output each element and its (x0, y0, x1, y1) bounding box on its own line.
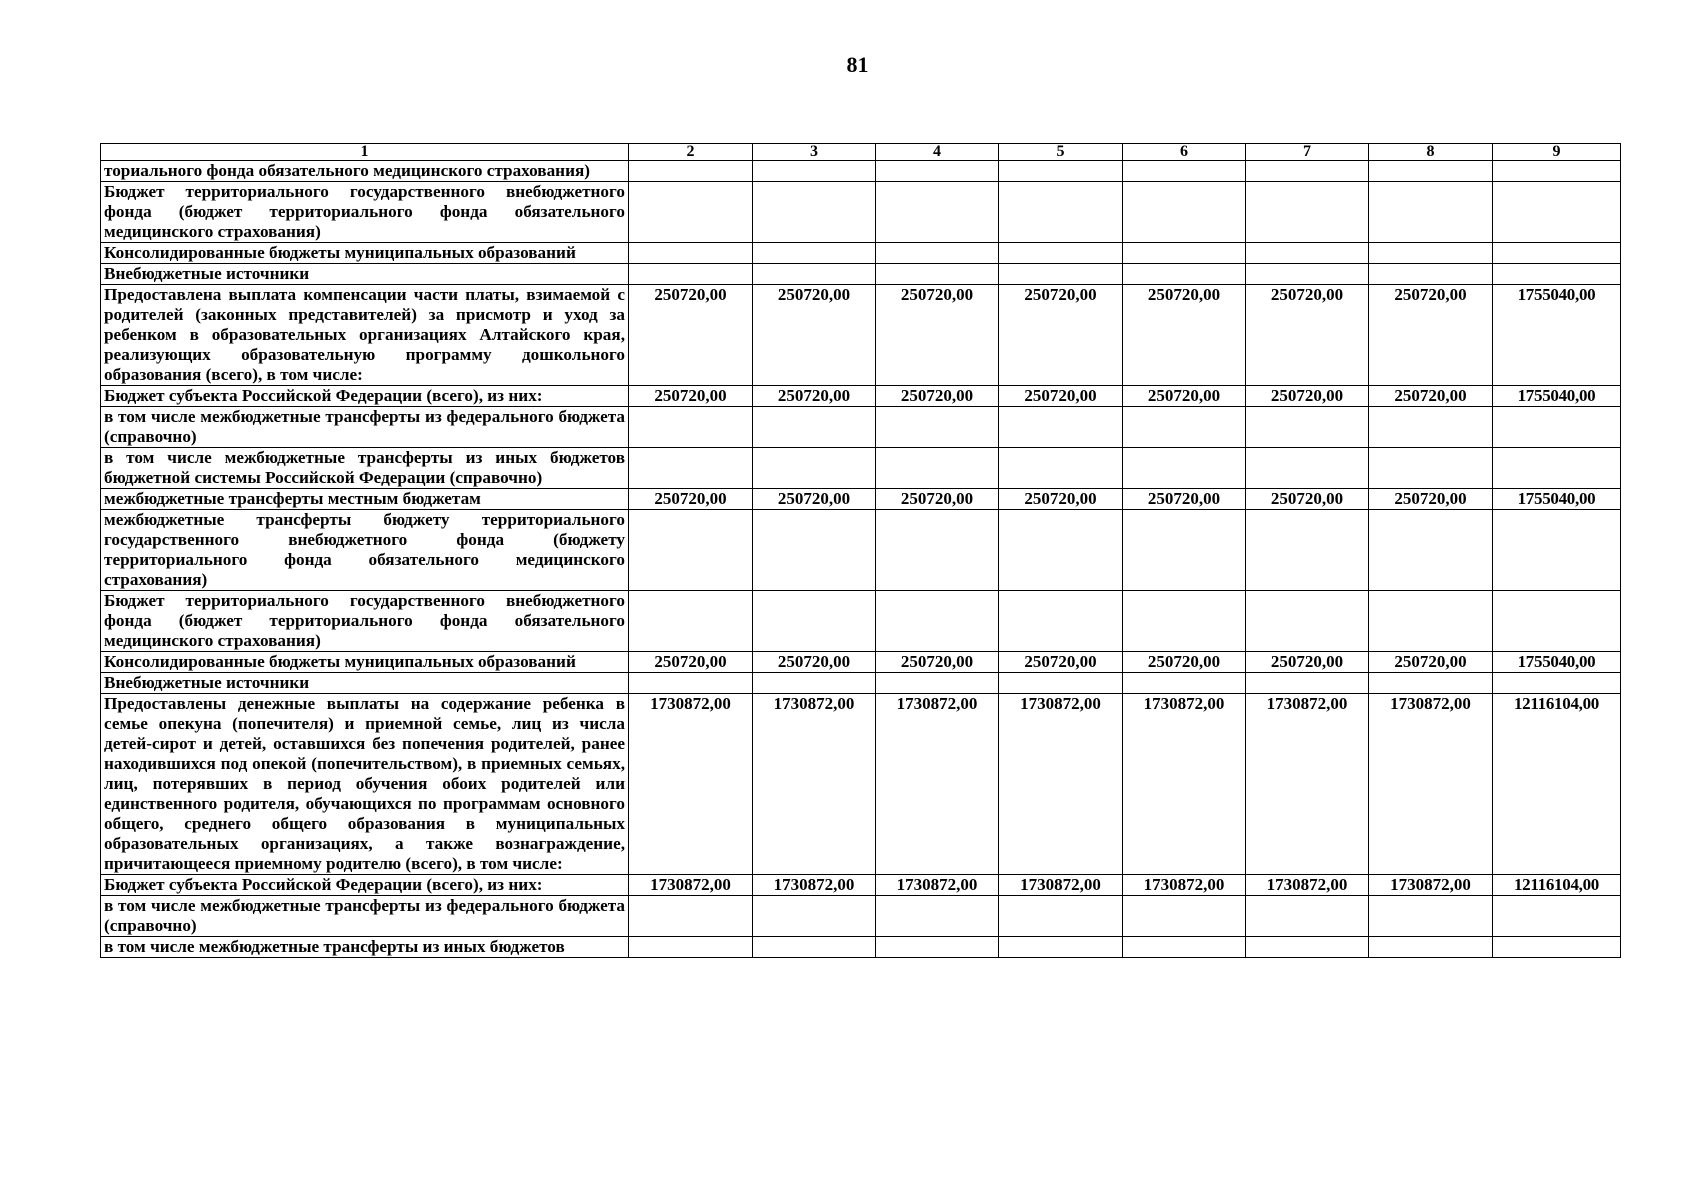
row-description: в том числе межбюджетные трансферты из федерального бюджета (справочно) (101, 407, 629, 448)
value-cell (1493, 448, 1621, 489)
value-cell: 1730872,00 (876, 694, 999, 875)
value-cell (1123, 161, 1246, 182)
value-cell (1246, 243, 1369, 264)
table-row (101, 448, 1621, 489)
value-cell (1123, 673, 1246, 694)
value-cell: 1755040,00 (1493, 285, 1621, 386)
value-cell (629, 161, 753, 182)
value-cell (1369, 161, 1493, 182)
value-cell: 1755040,00 (1493, 652, 1621, 673)
column-header: 5 (999, 144, 1123, 161)
value-cell (1246, 896, 1369, 937)
value-cell (1369, 407, 1493, 448)
value-cell: 250720,00 (1369, 285, 1493, 386)
table-row (101, 937, 1621, 958)
value-cell (876, 510, 999, 591)
value-cell (999, 896, 1123, 937)
value-cell: 250720,00 (1369, 386, 1493, 407)
value-cell: 1730872,00 (999, 694, 1123, 875)
value-cell: 250720,00 (753, 285, 876, 386)
value-cell: 250720,00 (1123, 489, 1246, 510)
value-cell: 250720,00 (629, 285, 753, 386)
value-cell (1493, 896, 1621, 937)
value-cell (629, 182, 753, 243)
value-cell (876, 673, 999, 694)
value-cell: 250720,00 (629, 652, 753, 673)
value-cell (1493, 264, 1621, 285)
table-row (101, 161, 1621, 182)
value-cell (753, 591, 876, 652)
value-cell: 1730872,00 (1123, 694, 1246, 875)
value-cell (629, 264, 753, 285)
value-cell (1369, 264, 1493, 285)
table-row (101, 407, 1621, 448)
value-cell: 250720,00 (876, 652, 999, 673)
value-cell (753, 896, 876, 937)
value-cell: 250720,00 (876, 386, 999, 407)
value-cell (1369, 510, 1493, 591)
row-description: Консолидированные бюджеты муниципальных образований (101, 243, 629, 264)
value-cell (629, 673, 753, 694)
table-row (101, 285, 1621, 386)
value-cell: 1755040,00 (1493, 386, 1621, 407)
table-row (101, 652, 1621, 673)
value-cell (1493, 937, 1621, 958)
table-row (101, 875, 1621, 896)
value-cell: 250720,00 (1246, 652, 1369, 673)
value-cell (629, 937, 753, 958)
value-cell (999, 673, 1123, 694)
value-cell (1493, 673, 1621, 694)
value-cell (1123, 243, 1246, 264)
column-header: 6 (1123, 144, 1246, 161)
value-cell: 1730872,00 (629, 694, 753, 875)
value-cell (876, 407, 999, 448)
value-cell (1246, 264, 1369, 285)
value-cell (999, 407, 1123, 448)
value-cell: 250720,00 (753, 386, 876, 407)
value-cell: 250720,00 (1246, 386, 1369, 407)
row-description: в том числе межбюджетные трансферты из иных бюджетов бюджетной системы Российской Федерации (справочно) (101, 448, 629, 489)
table-row (101, 182, 1621, 243)
table-row (101, 591, 1621, 652)
value-cell (1493, 243, 1621, 264)
table-row (101, 673, 1621, 694)
table-row (101, 264, 1621, 285)
column-header: 9 (1493, 144, 1621, 161)
value-cell (1123, 182, 1246, 243)
row-description: межбюджетные трансферты местным бюджетам (101, 489, 629, 510)
column-header: 7 (1246, 144, 1369, 161)
value-cell: 1730872,00 (1369, 694, 1493, 875)
value-cell: 1730872,00 (999, 875, 1123, 896)
value-cell (876, 896, 999, 937)
value-cell: 1755040,00 (1493, 489, 1621, 510)
value-cell (1369, 937, 1493, 958)
value-cell (1369, 448, 1493, 489)
row-description: в том числе межбюджетные трансферты из федерального бюджета (справочно) (101, 896, 629, 937)
value-cell (876, 182, 999, 243)
value-cell (1493, 182, 1621, 243)
value-cell (753, 937, 876, 958)
header-row (101, 144, 1621, 161)
value-cell: 250720,00 (629, 489, 753, 510)
value-cell (876, 161, 999, 182)
value-cell (1123, 407, 1246, 448)
value-cell (1246, 407, 1369, 448)
column-header: 4 (876, 144, 999, 161)
value-cell (1123, 896, 1246, 937)
value-cell (1123, 448, 1246, 489)
column-header: 3 (753, 144, 876, 161)
value-cell: 1730872,00 (1369, 875, 1493, 896)
value-cell (629, 243, 753, 264)
row-description: Предоставлены денежные выплаты на содержание ребенка в семье опекуна (попечителя) и приемной семье, лиц из числа детей-сирот и детей, оставшихся без попечения родителей, ранее находившихся под опекой (попечительством), в приемных семьях, лиц, потерявших в период обучения обоих родителей или единственного родителя, обучающихся по программам основного общего, среднего общего образования в муниципальных образовательных организациях, а также вознаграждение, причитающееся приемному родителю (всего), в том числе: (101, 694, 629, 875)
column-header: 1 (101, 144, 629, 161)
value-cell: 12116104,00 (1493, 875, 1621, 896)
value-cell (1369, 182, 1493, 243)
table-row (101, 489, 1621, 510)
value-cell (1246, 510, 1369, 591)
value-cell (1246, 161, 1369, 182)
value-cell: 1730872,00 (753, 875, 876, 896)
value-cell (1123, 264, 1246, 285)
row-description: ториального фонда обязательного медицинского страхования) (101, 161, 629, 182)
column-header: 8 (1369, 144, 1493, 161)
value-cell (1246, 182, 1369, 243)
row-description: Бюджет территориального государственного внебюджетного фонда (бюджет территориального фонда обязательного медицинского страхования) (101, 591, 629, 652)
row-description: Предоставлена выплата компенсации части платы, взимаемой с родителей (законных представителей) за присмотр и уход за ребенком в образовательных организациях Алтайского края, реализующих образовательную программу дошкольного образования (всего), в том числе: (101, 285, 629, 386)
row-description: межбюджетные трансферты бюджету территориального государственного внебюджетного фонда (бюджету территориального фонда обязательного медицинского страхования) (101, 510, 629, 591)
value-cell (629, 591, 753, 652)
value-cell: 250720,00 (999, 652, 1123, 673)
value-cell: 250720,00 (999, 386, 1123, 407)
value-cell (753, 243, 876, 264)
value-cell (753, 407, 876, 448)
value-cell: 250720,00 (629, 386, 753, 407)
value-cell (999, 448, 1123, 489)
value-cell: 1730872,00 (1123, 875, 1246, 896)
value-cell: 250720,00 (876, 489, 999, 510)
value-cell: 250720,00 (753, 489, 876, 510)
value-cell: 1730872,00 (1246, 694, 1369, 875)
value-cell (1493, 161, 1621, 182)
table-row (101, 243, 1621, 264)
value-cell (629, 510, 753, 591)
value-cell: 1730872,00 (753, 694, 876, 875)
value-cell: 250720,00 (1369, 652, 1493, 673)
value-cell (753, 448, 876, 489)
row-description: Внебюджетные источники (101, 673, 629, 694)
value-cell (1123, 510, 1246, 591)
value-cell: 1730872,00 (1246, 875, 1369, 896)
value-cell (999, 243, 1123, 264)
value-cell (629, 448, 753, 489)
value-cell (876, 591, 999, 652)
row-description: Внебюджетные источники (101, 264, 629, 285)
table-row (101, 510, 1621, 591)
value-cell: 250720,00 (999, 285, 1123, 386)
row-description: Бюджет субъекта Российской Федерации (всего), из них: (101, 386, 629, 407)
row-description: Бюджет субъекта Российской Федерации (всего), из них: (101, 875, 629, 896)
row-description: в том числе межбюджетные трансферты из иных бюджетов (101, 937, 629, 958)
value-cell (1493, 591, 1621, 652)
value-cell (753, 161, 876, 182)
value-cell (1369, 243, 1493, 264)
value-cell (1123, 937, 1246, 958)
value-cell (876, 937, 999, 958)
value-cell (1246, 448, 1369, 489)
value-cell (876, 243, 999, 264)
value-cell (1493, 407, 1621, 448)
value-cell: 250720,00 (876, 285, 999, 386)
value-cell (753, 264, 876, 285)
value-cell (1369, 896, 1493, 937)
value-cell (629, 896, 753, 937)
value-cell (999, 264, 1123, 285)
page-number: 81 (846, 52, 869, 77)
value-cell (1246, 673, 1369, 694)
value-cell (1369, 591, 1493, 652)
value-cell: 250720,00 (1246, 285, 1369, 386)
column-header: 2 (629, 144, 753, 161)
value-cell (876, 448, 999, 489)
value-cell (999, 937, 1123, 958)
value-cell (753, 673, 876, 694)
value-cell (1246, 591, 1369, 652)
value-cell (1123, 591, 1246, 652)
value-cell (753, 510, 876, 591)
value-cell: 250720,00 (1246, 489, 1369, 510)
value-cell: 250720,00 (1123, 652, 1246, 673)
value-cell: 250720,00 (1369, 489, 1493, 510)
value-cell (1369, 673, 1493, 694)
value-cell: 1730872,00 (629, 875, 753, 896)
value-cell (999, 182, 1123, 243)
table-body (101, 161, 1621, 958)
value-cell (1493, 510, 1621, 591)
value-cell: 12116104,00 (1493, 694, 1621, 875)
table-row (101, 386, 1621, 407)
value-cell (753, 182, 876, 243)
value-cell (876, 264, 999, 285)
value-cell (999, 161, 1123, 182)
table-row (101, 694, 1621, 875)
row-description: Консолидированные бюджеты муниципальных образований (101, 652, 629, 673)
value-cell (999, 510, 1123, 591)
value-cell: 250720,00 (1123, 285, 1246, 386)
table-row (101, 896, 1621, 937)
value-cell: 250720,00 (753, 652, 876, 673)
row-description: Бюджет территориального государственного внебюджетного фонда (бюджет территориального фонда обязательного медицинского страхования) (101, 182, 629, 243)
value-cell (1246, 937, 1369, 958)
value-cell: 250720,00 (999, 489, 1123, 510)
budget-table (100, 143, 1621, 958)
value-cell (629, 407, 753, 448)
value-cell: 250720,00 (1123, 386, 1246, 407)
value-cell: 1730872,00 (876, 875, 999, 896)
value-cell (999, 591, 1123, 652)
